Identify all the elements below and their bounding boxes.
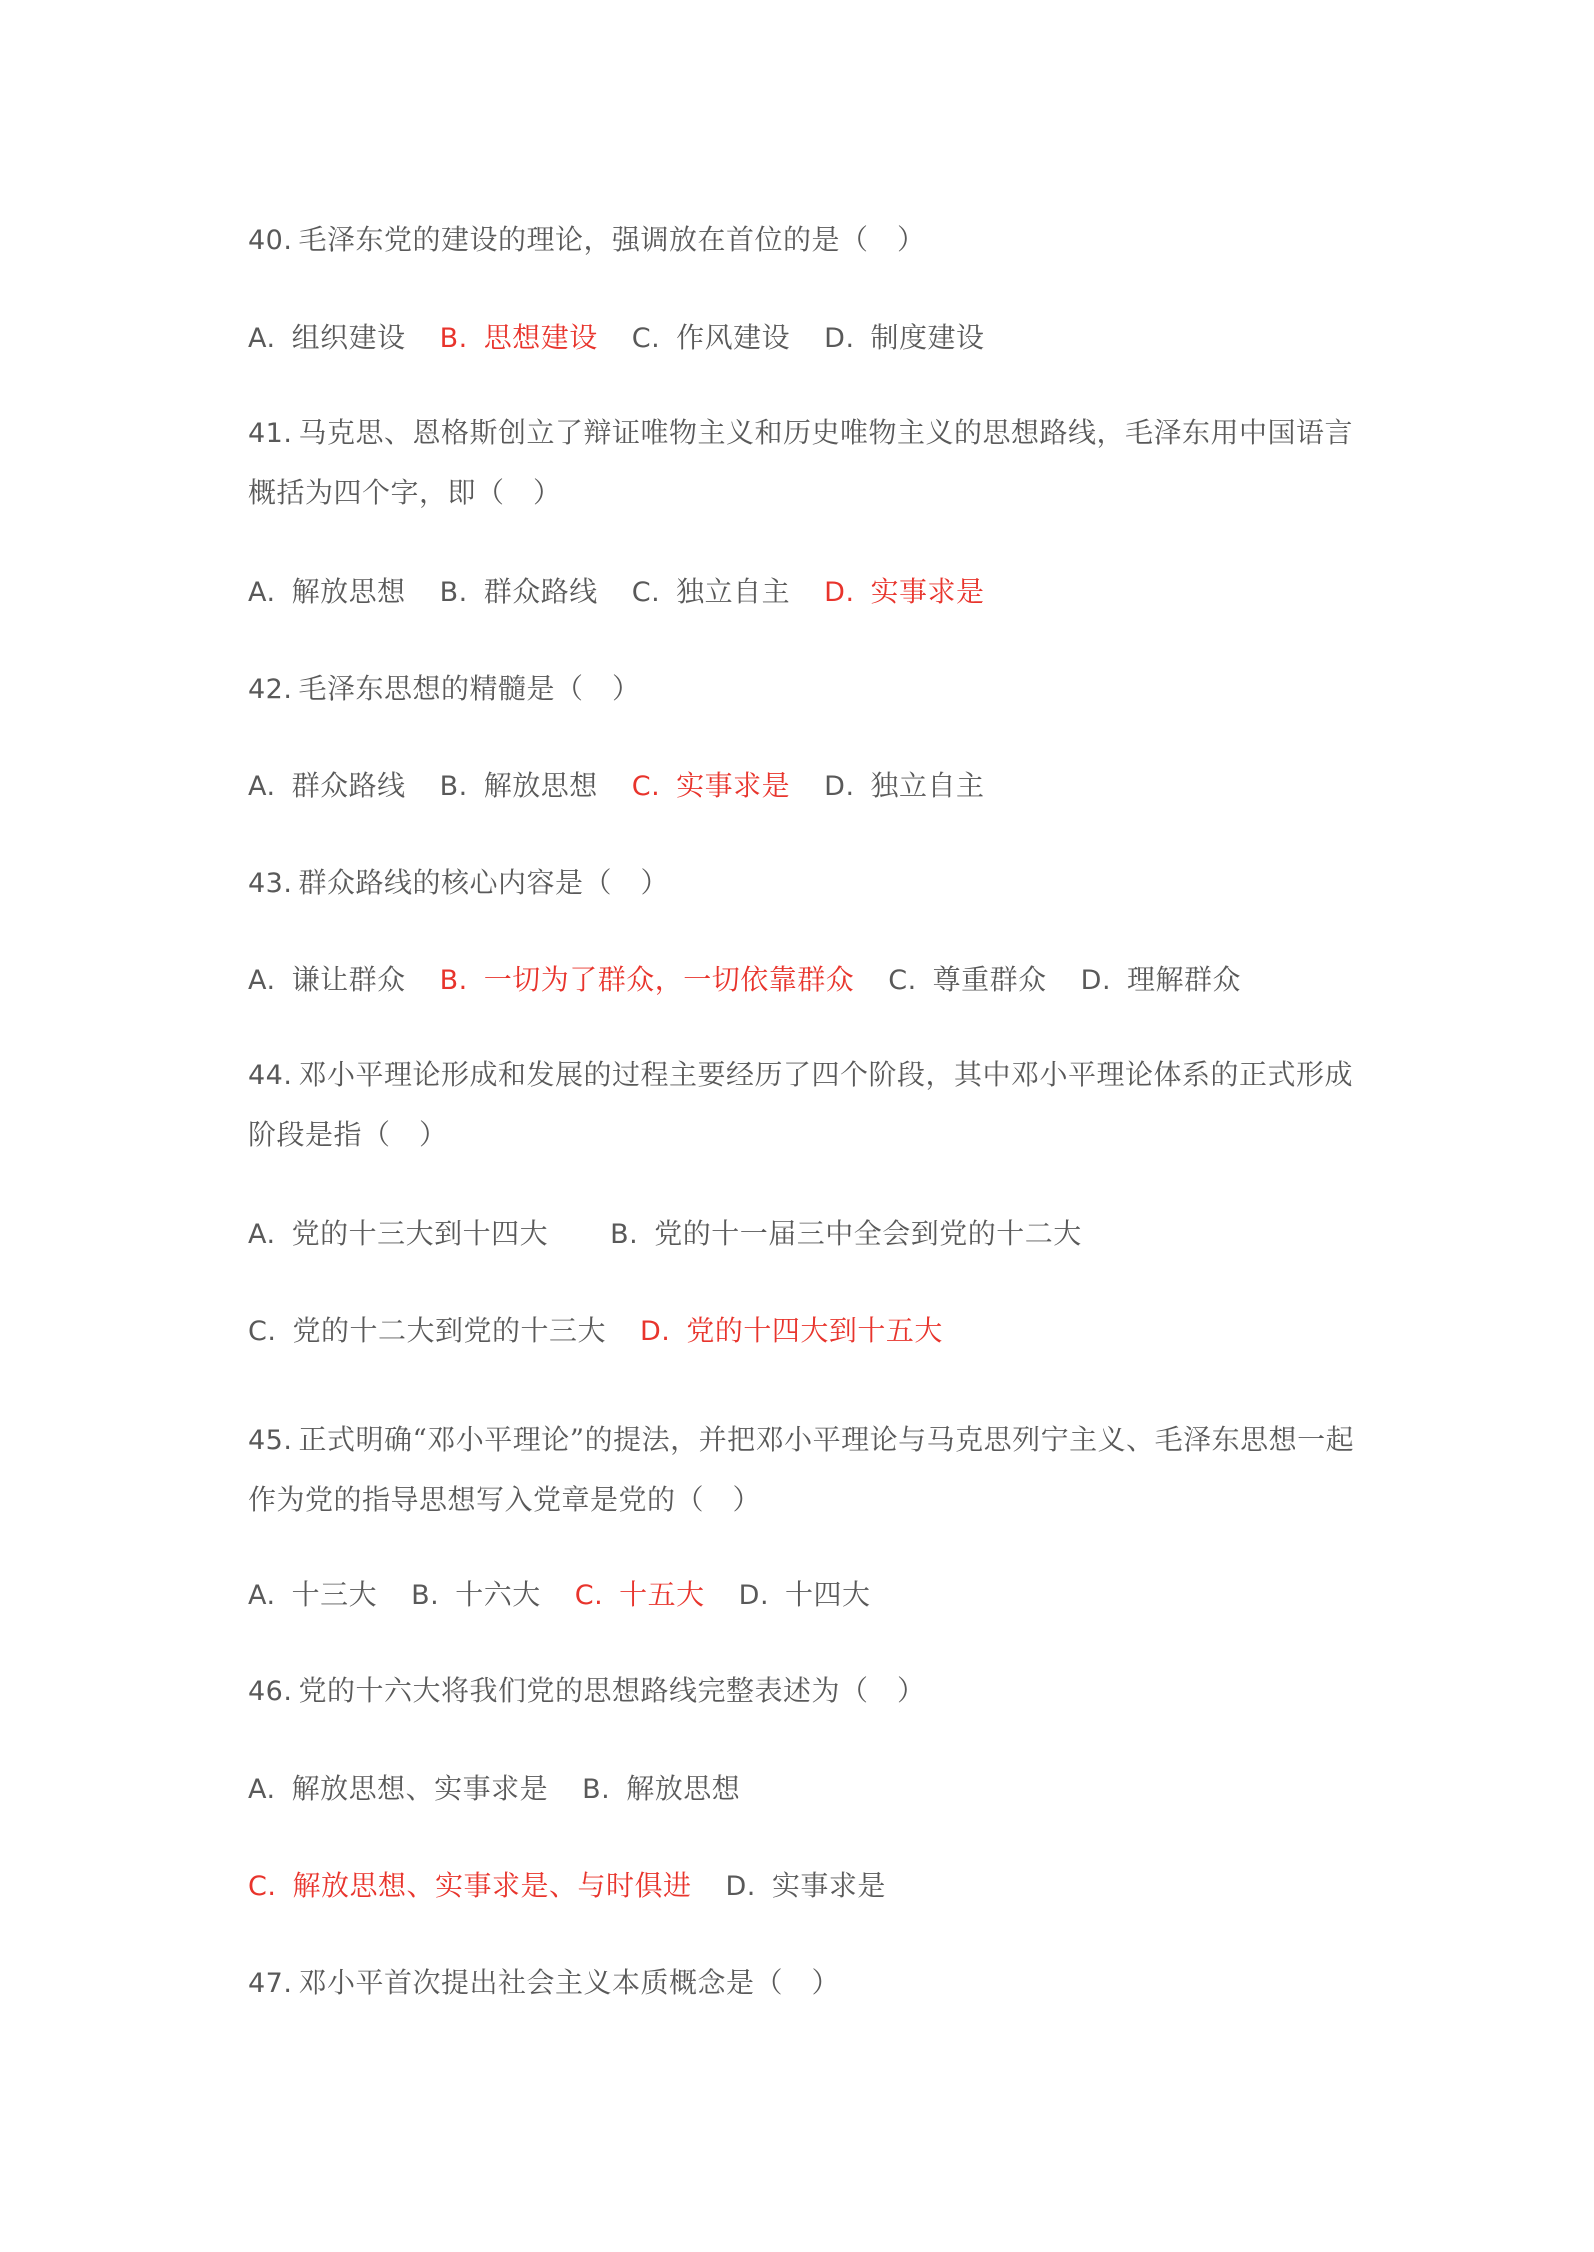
option-b: B. 群众路线 (439, 575, 598, 608)
question-number: 40. (248, 225, 293, 256)
question-45 (248, 1410, 1368, 1529)
options-42 (248, 766, 1368, 807)
question-number: 44. (248, 1060, 293, 1091)
option-b-correct: B. 思想建设 (439, 321, 598, 354)
question-number: 47. (248, 1968, 293, 1999)
question-44 (248, 1045, 1368, 1164)
question-40 (248, 220, 1368, 261)
option-c: C. 作风建设 (631, 321, 791, 354)
option-a: A. 十三大 (248, 1578, 378, 1611)
question-text: 毛泽东思想的精髓是（ ） (298, 672, 641, 705)
options-46-line2 (248, 1866, 1368, 1907)
options-40 (248, 318, 1368, 359)
option-d: D. 实事求是 (725, 1869, 886, 1902)
option-c-correct: C. 实事求是 (631, 769, 791, 802)
question-41 (248, 403, 1368, 522)
option-c: C. 党的十二大到党的十三大 (248, 1314, 606, 1347)
question-42 (248, 669, 1368, 710)
option-b: B. 十六大 (411, 1578, 541, 1611)
question-number: 46. (248, 1676, 293, 1707)
option-d-correct: D. 党的十四大到十五大 (639, 1314, 943, 1347)
options-45 (248, 1575, 1368, 1616)
options-41 (248, 572, 1368, 613)
option-c-correct: C. 十五大 (574, 1578, 705, 1611)
question-number: 42. (248, 674, 293, 705)
question-46 (248, 1671, 1368, 1712)
option-c-correct: C. 解放思想、实事求是、与时俱进 (248, 1869, 692, 1902)
question-47 (248, 1963, 1368, 2004)
option-c: C. 独立自主 (631, 575, 791, 608)
question-text: 正式明确“邓小平理论”的提法，并把邓小平理论与马克思列宁主义、毛泽东思想一起作为党的指导思想写入党章是党的（ ） (248, 1423, 1355, 1516)
question-number: 43. (248, 868, 293, 899)
option-d-correct: D. 实事求是 (824, 575, 985, 608)
option-d: D. 制度建设 (824, 321, 985, 354)
option-b: B. 解放思想 (439, 769, 598, 802)
question-text: 党的十六大将我们党的思想路线完整表述为（ ） (298, 1674, 926, 1707)
options-43 (248, 960, 1368, 1001)
option-c: C. 尊重群众 (888, 963, 1047, 996)
options-44-line1 (248, 1214, 1368, 1255)
question-text: 群众路线的核心内容是（ ） (298, 866, 669, 899)
option-b: B. 解放思想 (582, 1772, 741, 1805)
option-d: D. 十四大 (738, 1578, 871, 1611)
options-46-line1 (248, 1769, 1368, 1810)
question-text: 邓小平理论形成和发展的过程主要经历了四个阶段，其中邓小平理论体系的正式形成阶段是指（ ） (248, 1058, 1353, 1151)
question-43 (248, 863, 1368, 904)
options-44-line2 (248, 1311, 1368, 1352)
option-d: D. 理解群众 (1080, 963, 1242, 996)
option-a: A. 组织建设 (248, 321, 406, 354)
question-text: 邓小平首次提出社会主义本质概念是（ ） (298, 1966, 840, 1999)
question-number: 41. (248, 418, 293, 449)
option-a: A. 解放思想、实事求是 (248, 1772, 549, 1805)
question-text: 毛泽东党的建设的理论，强调放在首位的是（ ） (298, 223, 926, 256)
option-a: A. 群众路线 (248, 769, 406, 802)
option-a: A. 解放思想 (248, 575, 406, 608)
option-d: D. 独立自主 (824, 769, 985, 802)
question-text: 马克思、恩格斯创立了辩证唯物主义和历史唯物主义的思想路线，毛泽东用中国语言概括为四个字，即（ ） (248, 416, 1353, 509)
option-a: A. 党的十三大到十四大 (248, 1217, 549, 1250)
option-b: B. 党的十一届三中全会到党的十二大 (610, 1217, 1082, 1250)
option-a: A. 谦让群众 (248, 963, 406, 996)
question-number: 45. (248, 1425, 293, 1456)
option-b-correct: B. 一切为了群众，一切依靠群众 (439, 963, 855, 996)
